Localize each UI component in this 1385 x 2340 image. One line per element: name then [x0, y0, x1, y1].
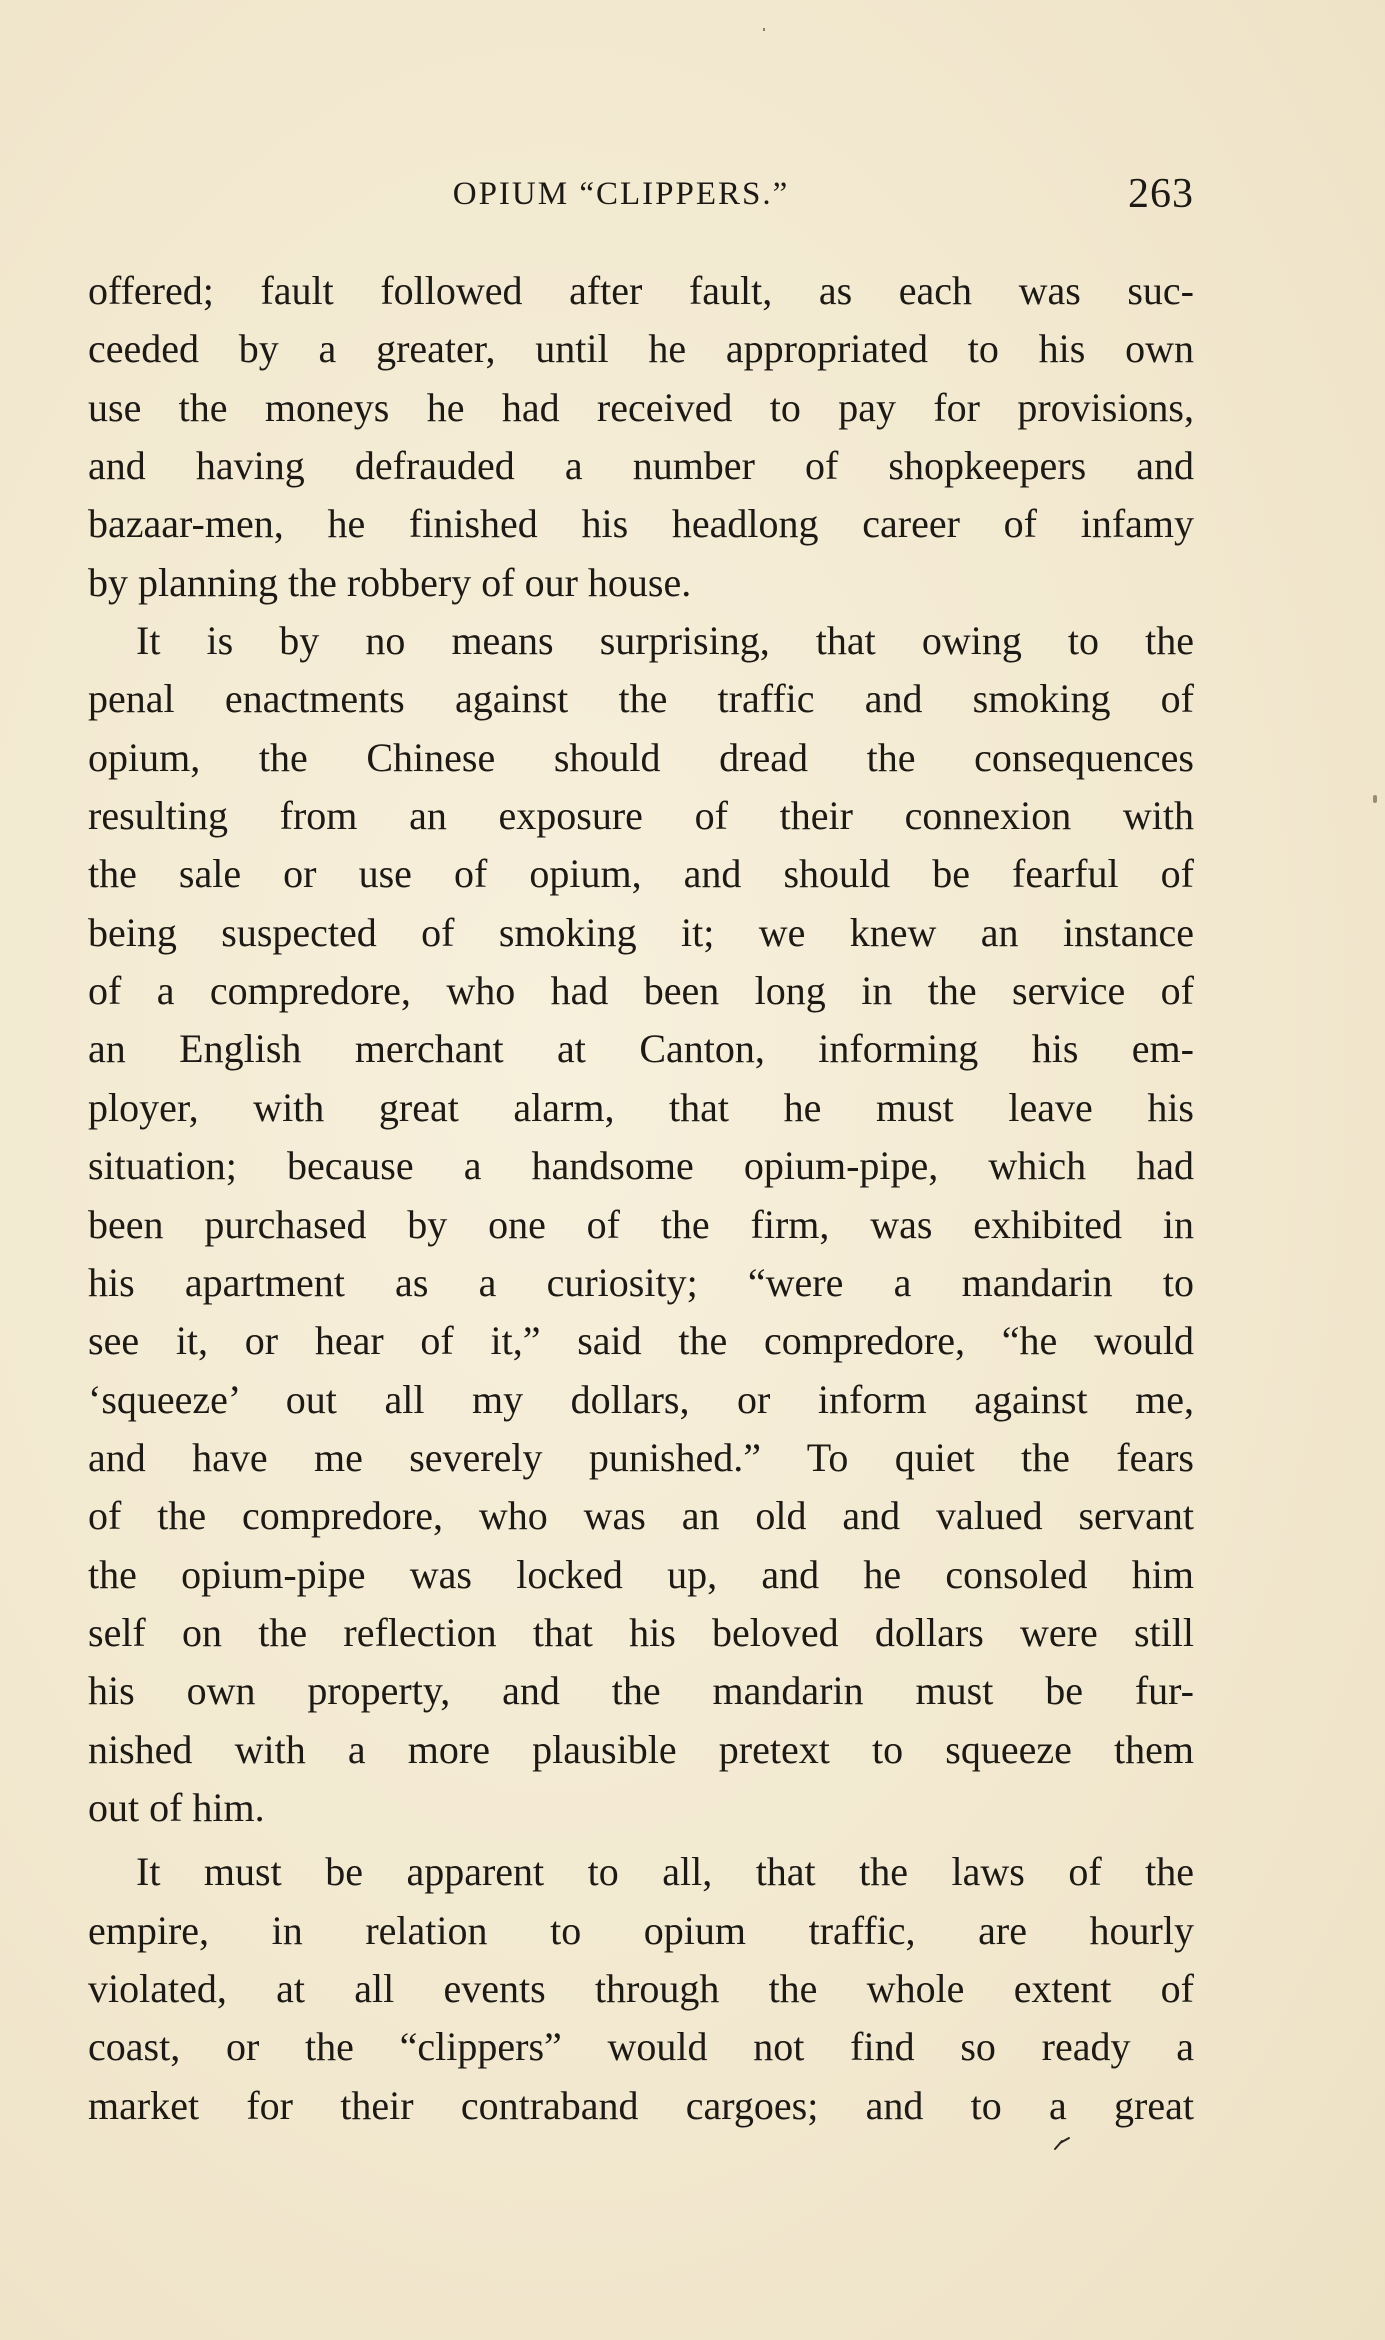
- text-line: of a compredore, who had been long in the service of: [88, 968, 1194, 1014]
- text-line: and having defrauded a number of shopkeepers and: [88, 443, 1194, 489]
- text-line: ceeded by a greater, until he appropriated to his own: [88, 326, 1194, 372]
- text-line: the sale or use of opium, and should be fearful of: [88, 851, 1194, 897]
- paragraph: [88, 1843, 1194, 2135]
- text-line: his apartment as a curiosity; “were a mandarin to: [88, 1259, 1194, 1305]
- text-line: opium, the Chinese should dread the consequences: [88, 734, 1194, 780]
- paragraph: [88, 262, 1194, 612]
- text-line: situation; because a handsome opium-pipe, which had: [88, 1143, 1194, 1189]
- text-line: use the moneys he had received to pay for provisions,: [88, 384, 1194, 430]
- text-line: coast, or the “clippers” would not find so ready a: [88, 2024, 1194, 2070]
- page-header: [88, 170, 1194, 230]
- text-line: bazaar-men, he finished his headlong career of infamy: [88, 501, 1194, 547]
- text-line: market for their contraband cargoes; and to a great: [88, 2082, 1194, 2128]
- text-line: ‘squeeze’ out all my dollars, or inform against me,: [88, 1376, 1194, 1422]
- text-line: penal enactments against the traffic and smoking of: [88, 676, 1194, 722]
- text-line: It must be apparent to all, that the laws of the: [136, 1849, 1194, 1895]
- text-line: empire, in relation to opium traffic, are hourly: [88, 1907, 1194, 1953]
- ink-speck: [763, 28, 765, 31]
- text-line: self on the reflection that his beloved dollars were still: [88, 1609, 1194, 1655]
- text-line: an English merchant at Canton, informing his em-: [88, 1026, 1194, 1072]
- text-line: It is by no means surprising, that owing to the: [136, 618, 1194, 664]
- body-text: [88, 262, 1194, 2135]
- page-number: 263: [1128, 171, 1194, 217]
- text-line: out of him.: [88, 1784, 265, 1830]
- text-line: by planning the robbery of our house.: [88, 559, 692, 605]
- paragraph: [88, 612, 1194, 1837]
- text-line: ployer, with great alarm, that he must leave his: [88, 1084, 1194, 1130]
- ink-mark-icon: [1053, 2135, 1073, 2151]
- text-line: and have me severely punished.” To quiet the fears: [88, 1434, 1194, 1480]
- text-line: nished with a more plausible pretext to squeeze them: [88, 1726, 1194, 1772]
- text-line: see it, or hear of it,” said the compredore, “he would: [88, 1318, 1194, 1364]
- text-line: being suspected of smoking it; we knew an instance: [88, 909, 1194, 955]
- text-line: been purchased by one of the firm, was exhibited in: [88, 1201, 1194, 1247]
- text-line: offered; fault followed after fault, as each was suc-: [88, 268, 1194, 313]
- text-line: violated, at all events through the whole extent of: [88, 1965, 1194, 2011]
- running-title: OPIUM “CLIPPERS.”: [452, 176, 790, 212]
- text-line: his own property, and the mandarin must be fur-: [88, 1668, 1194, 1714]
- text-line: the opium-pipe was locked up, and he consoled him: [88, 1551, 1194, 1597]
- text-line: of the compredore, who was an old and valued servant: [88, 1493, 1194, 1539]
- paper-blemish: [1373, 795, 1377, 803]
- text-line: resulting from an exposure of their connexion with: [88, 793, 1194, 839]
